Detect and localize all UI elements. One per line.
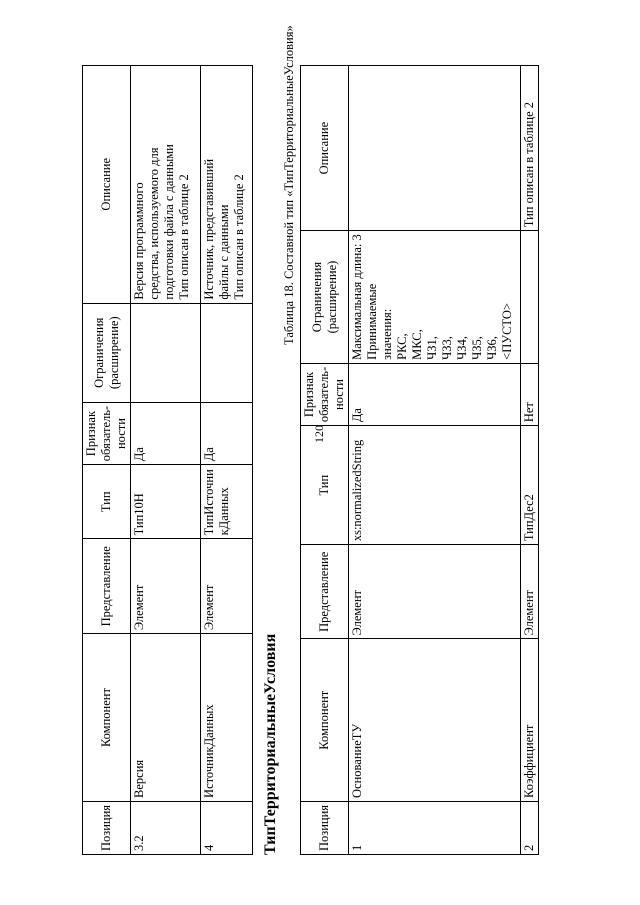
cell-description: [349, 66, 521, 231]
header-component: Компонент: [83, 634, 131, 802]
cell-restrictions: [349, 231, 521, 364]
header-type: Тип: [83, 465, 131, 539]
header-description: Описание: [301, 66, 349, 231]
table-caption: Таблица 18. Составной тип «ТипТерриториальныеУсловия»: [282, 25, 296, 345]
table-row: [131, 66, 201, 855]
cell-required: Нет: [521, 363, 539, 425]
restriction-line: ЧЗ5,: [470, 336, 484, 360]
cell-position: 1: [349, 801, 521, 854]
cell-representation: Элемент: [131, 539, 201, 634]
restriction-line: ЧЗ6,: [485, 336, 499, 360]
cell-position: 4: [201, 801, 253, 854]
cell-position: 2: [521, 801, 539, 854]
header-description: Описание: [83, 66, 131, 304]
description-line: файлы с данными: [217, 204, 231, 300]
cell-component: ОснованиеТУ: [349, 639, 521, 801]
table-row: [521, 66, 539, 855]
cell-restrictions: [201, 303, 253, 402]
cell-type: xs:normalizedString: [349, 426, 521, 545]
cell-description: Тип описан в таблице 2: [521, 66, 539, 231]
description-line: Источник, представивший: [202, 158, 216, 300]
header-position: Позиция: [301, 801, 349, 854]
cell-required: Да: [349, 363, 521, 425]
cell-component: Версия: [131, 634, 201, 802]
header-representation: Представление: [301, 545, 349, 639]
header-component: Компонент: [301, 639, 349, 801]
restriction-line: ЧЗ4,: [455, 336, 469, 360]
cell-type: ТипДес2: [521, 426, 539, 545]
section-title: ТипТерриториальныеУсловия: [262, 633, 279, 855]
table-row: [201, 66, 253, 855]
description-line: подготовки файла с данными: [162, 144, 176, 300]
table-territorial-conditions: [300, 65, 539, 855]
header-required: Признак обязатель-ности: [83, 402, 131, 464]
description-line: Тип описан в таблице 2: [177, 174, 191, 300]
cell-required: Да: [131, 402, 201, 464]
description-line: средства, используемого для: [147, 147, 161, 300]
restriction-line: РКС,: [395, 333, 409, 360]
cell-description: [201, 66, 253, 304]
restriction-line: Принимаемые: [365, 283, 379, 360]
table-row: [349, 66, 521, 855]
cell-position: 3.2: [131, 801, 201, 854]
restriction-line: <ПУСТО>: [500, 303, 514, 360]
table-header-row: [83, 66, 131, 855]
restriction-line: ЧЗ1,: [425, 336, 439, 360]
cell-restrictions: [131, 303, 201, 402]
page-number: 120: [312, 425, 326, 443]
table-header-row: [301, 66, 349, 855]
header-type: Тип: [301, 426, 349, 545]
header-required: Признак обязатель-ности: [301, 363, 349, 425]
description-line: Тип описан в таблице 2: [232, 174, 246, 300]
cell-representation: Элемент: [349, 545, 521, 639]
header-representation: Представление: [83, 539, 131, 634]
restriction-line: МКС,: [410, 329, 424, 360]
cell-description: [131, 66, 201, 304]
cell-type: Тип10Н: [131, 465, 201, 539]
header-position: Позиция: [83, 801, 131, 854]
table-version-source: [82, 65, 253, 855]
cell-type: ТипИсточникДанных: [201, 465, 253, 539]
restriction-line: ЧЗ3,: [440, 336, 454, 360]
restriction-line: значения:: [380, 308, 394, 360]
cell-representation: Элемент: [521, 545, 539, 639]
cell-component: ИсточникДанных: [201, 634, 253, 802]
header-restrictions: Ограничения (расширение): [83, 303, 131, 402]
cell-component: Коэффициент: [521, 639, 539, 801]
cell-restrictions: [521, 231, 539, 364]
description-line: Версия программного: [132, 182, 146, 300]
header-restrictions: Ограничения (расширение): [301, 231, 349, 364]
cell-representation: Элемент: [201, 539, 253, 634]
cell-required: Да: [201, 402, 253, 464]
restriction-line: Максимальная длина: 3: [350, 234, 364, 360]
